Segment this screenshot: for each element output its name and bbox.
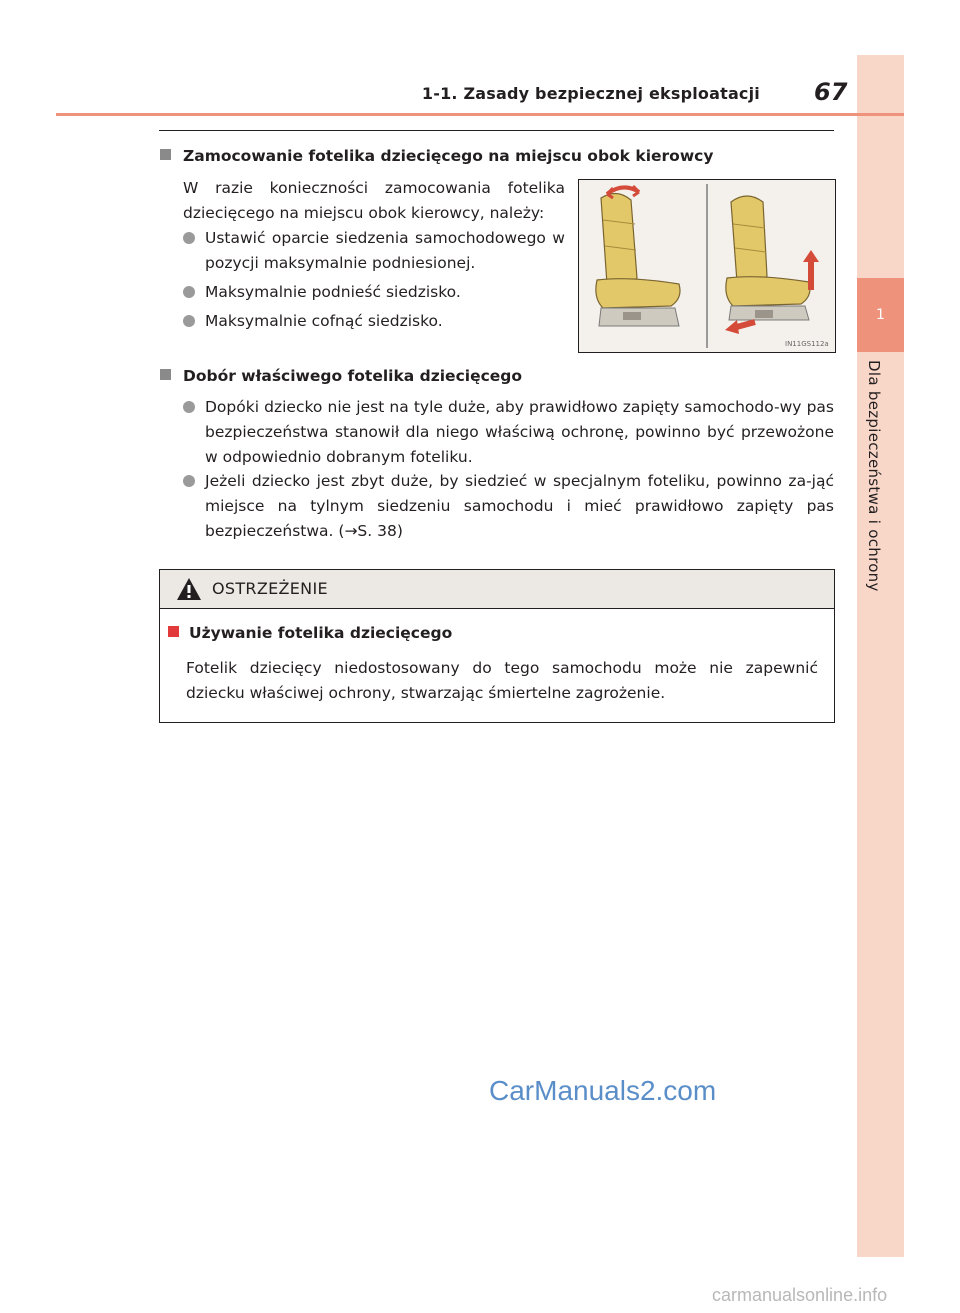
list-item: Dopóki dziecko nie jest na tyle duże, aby prawidłowo zapięty samochodo-wy pas bezpieczeństwa stanowił dla niego właściwą ochronę, powinno być przewożone w odpowiednio dobranym foteliku. — [205, 395, 834, 470]
watermark-logo: CarManuals2.com — [489, 1075, 717, 1106]
seat-right-icon — [725, 196, 819, 334]
warning-header — [160, 570, 834, 609]
page-number: 67 — [814, 78, 848, 106]
bullet-dot-icon — [183, 315, 195, 327]
warning-box — [159, 569, 835, 723]
section1-intro: W razie konieczności zamocowania fotelika dziecięcego na miejscu obok kierowcy, należy: — [183, 179, 565, 222]
chapter-title: Dla bezpieczeństwa i ochrony — [865, 360, 883, 592]
heading-square-icon — [160, 369, 171, 380]
footer-watermark: carmanualsonline.info — [712, 1285, 888, 1305]
chapter-number: 1 — [857, 278, 904, 352]
running-header: 1-1. Zasady bezpiecznej eksploatacji — [421, 84, 760, 103]
figure-code: IN11GS112a — [785, 340, 829, 348]
warning-title: OSTRZEŻENIE — [212, 579, 328, 598]
bullet-dot-icon — [183, 286, 195, 298]
warning-subtitle: Używanie fotelika dziecięcego — [168, 624, 452, 642]
warning-text: Fotelik dziecięcy niedostosowany do tego samochodu może nie zapewnić dziecku właściwej ochrony, stwarzając śmiertelne zagrożenie. — [186, 659, 818, 702]
chapter-side-tab — [857, 55, 904, 1257]
bullet-dot-icon — [183, 401, 195, 413]
warning-triangle-icon — [176, 577, 202, 601]
section-rule — [159, 130, 834, 131]
section-heading-2: Dobór właściwego fotelika dziecięcego — [160, 367, 522, 385]
bullet-dot-icon — [183, 232, 195, 244]
list-item: Maksymalnie cofnąć siedzisko. — [205, 309, 565, 334]
warning-square-icon — [168, 626, 179, 637]
heading-square-icon — [160, 149, 171, 160]
seat-left-icon — [596, 186, 680, 326]
section-heading-1: Zamocowanie fotelika dziecięcego na miejscu obok kierowcy — [160, 147, 713, 165]
list-item: Maksymalnie podnieść siedzisko. — [205, 280, 565, 305]
seat-illustration-svg — [579, 180, 835, 352]
header-divider — [56, 113, 904, 116]
list-item: Jeżeli dziecko jest zbyt duże, by siedzieć w specjalnym foteliku, powinno za-jąć miejsce na tylnym siedzeniu samochodu i mieć prawidłowo zapięty pas bezpieczeństwa. (→S. 38) — [205, 469, 834, 544]
bullet-dot-icon — [183, 475, 195, 487]
list-item: Ustawić oparcie siedzenia samochodowego w pozycji maksymalnie podniesionej. — [205, 226, 565, 276]
seat-adjustment-illustration — [578, 179, 836, 353]
